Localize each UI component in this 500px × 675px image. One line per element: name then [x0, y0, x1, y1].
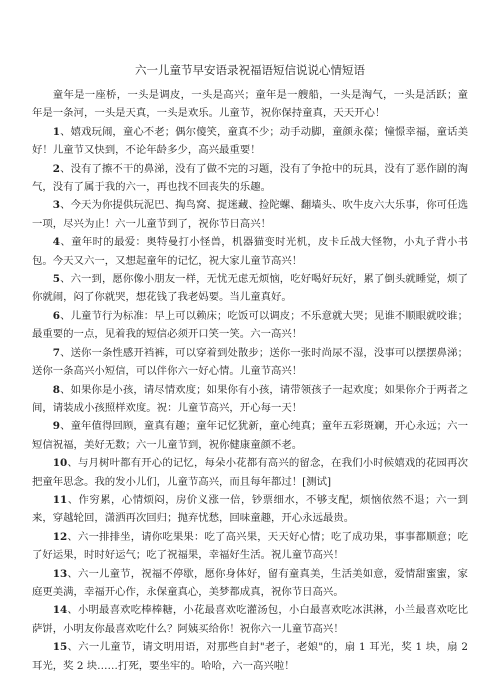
item-number: 6 — [52, 309, 61, 322]
list-item — [32, 344, 468, 381]
list-item — [32, 233, 468, 270]
item-text: 如果你是小孩，请尽情欢度；如果你有小孩，请带领孩子一起欢度；如果你介于两者之间，请装成小孩照样欢度。祝：儿童节高兴，开心每一天！ — [32, 383, 468, 414]
item-text: 今天为你提供玩泥巴、掏鸟窝、捉迷藏、捡陀螺、翻墙头、吹牛皮六大乐事，你可任选一项，尽兴为止！六一儿童节到了，祝你节日高兴！ — [32, 199, 468, 230]
item-separator: 、 — [60, 309, 71, 322]
item-number: 5 — [52, 273, 61, 286]
blessing-list — [32, 123, 468, 675]
list-item — [32, 528, 468, 565]
list-item — [32, 123, 468, 160]
item-number: 10 — [52, 457, 68, 470]
item-number: 2 — [52, 162, 61, 175]
list-item — [32, 270, 468, 307]
item-number: 9 — [52, 420, 61, 433]
item-separator: 、 — [67, 457, 78, 470]
item-text: 六一儿童节，祝福不停歇，愿你身体好，留有童真美，生活美如意，爱情甜蜜蜜，家庭更美满，幸福开心作，永保童真心，美梦都成真，祝你节日高兴。 — [32, 567, 468, 598]
item-separator: 、 — [67, 641, 79, 654]
item-text: 与月树叶都有开心的记忆，每朵小花都有高兴的留念，在我们小时候嬉戏的花园再次把童年思念。我的发小儿们，儿童节高兴，而且每年都过！[测试] — [32, 457, 468, 488]
item-number: 15 — [52, 641, 68, 654]
item-text: 小明最喜欢吃棒棒糖，小花最喜欢吃灌汤包，小白最喜欢吃冰淇淋，小兰最喜欢吃比萨饼，小明友你最喜欢吃什么？阿姨买给你！祝你六一儿童节高兴！ — [32, 604, 468, 635]
list-item — [32, 196, 468, 233]
list-item — [32, 565, 468, 602]
list-item — [32, 307, 468, 344]
item-separator: 、 — [60, 346, 71, 359]
item-number: 14 — [52, 604, 68, 617]
item-number: 11 — [52, 493, 68, 506]
intro-paragraph: 童年是一座桥，一头是调皮，一头是高兴；童年是一艘船，一头是淘气，一头是活跃；童年是一条河，一头是天真，一头是欢乐。儿童节，祝你保持童真，天天开心！ — [32, 89, 468, 120]
list-item — [32, 491, 468, 528]
item-text: 六一排排坐，请你吃果果：吃了高兴果，天天好心情；吃了成功果，事事都顺意；吃了好运果，时时好运气；吃了祝福果，幸福好生活。祝儿童节高兴！ — [32, 530, 468, 562]
item-text: 没有了擦不干的鼻涕，没有了做不完的习题，没有了争抢中的玩具，没有了恶作剧的淘气，没有了属于我的六一，再也找不回丧失的乐趣。 — [32, 162, 468, 194]
item-text: 送你一条性感开裆裤，可以穿着到处散步；送你一张时尚尿不湿，没事可以摆摆鼻涕；送你一条高兴小短信，可以伴你六一好心情。儿童节高兴！ — [32, 346, 468, 378]
list-item — [32, 454, 468, 491]
item-separator: 、 — [60, 199, 71, 212]
item-separator: 、 — [60, 273, 71, 286]
item-number: 12 — [52, 530, 68, 543]
item-number: 4 — [52, 236, 61, 249]
page-title: 六一儿童节早安语录祝福语短信说说心情短语 — [135, 63, 365, 77]
item-separator: 、 — [67, 604, 78, 617]
item-number: 8 — [52, 383, 61, 396]
item-text: 嬉戏玩闹，童心不老；偶尔傻笑，童真不少；动手动脚，童颜永葆；憧憬幸福，童话美好！儿童节又快到，不论年龄多少，高兴最重要！ — [32, 125, 468, 157]
item-number: 13 — [52, 567, 68, 580]
item-text: 六一儿童节，请文明用语，对那些自封"老子，老娘"的，扇 1 耳光，奖 1 块，扇 2 耳光，奖 2 块……打死，要坐牢的。哈哈，六一高兴啦！ — [32, 641, 469, 672]
list-item — [32, 381, 468, 418]
list-item — [32, 638, 468, 675]
item-separator: 、 — [60, 420, 71, 433]
item-number: 3 — [52, 199, 61, 212]
item-text: 童年值得回顾，童真有趣；童年记忆犹新，童心纯真；童年五彩斑斓，开心永远；六一短信祝福，美好无数；六一儿童节到，祝你健康童颜不老。 — [32, 420, 468, 451]
item-text: 作穷累，心情烦闷，房价义涨一倍，钞票细水，不够支配，烦恼依然不退；六一到来，穿越轮回，潇洒再次回归；抛弃忧愁，回味童趣，开心永远最贵。 — [32, 493, 469, 525]
item-number: 1 — [52, 125, 61, 138]
list-item — [32, 417, 468, 454]
item-text: 童年时的最爱：奥特曼打小怪兽，机器猫变时光机，皮卡丘战大怪物，小丸子背小书包。今天又六一，又想起童年的记忆，祝大家儿童节高兴！ — [32, 236, 469, 267]
item-separator: 、 — [67, 567, 78, 580]
item-separator: 、 — [60, 236, 72, 249]
item-separator: 、 — [60, 162, 71, 175]
item-text: 儿童节行为标准：早上可以赖床；吃饭可以调皮；不乐意就大哭；见谁不顺眼就咬谁；最重要的一点，见着我的短信必须开口笑一笑。六一高兴！ — [32, 309, 468, 341]
item-number: 7 — [52, 346, 61, 359]
item-separator: 、 — [67, 530, 78, 543]
item-separator: 、 — [60, 125, 71, 138]
item-separator: 、 — [60, 383, 71, 396]
item-separator: 、 — [67, 493, 79, 506]
item-text: 六一到，愿你像小朋友一样，无忧无虑无烦恼，吃好喝好玩好，累了倒头就睡觉，烦了你就闹，闷了你就哭，想花钱了我老妈要。当儿童真好。 — [32, 273, 468, 304]
list-item — [32, 601, 468, 638]
list-item — [32, 160, 468, 197]
